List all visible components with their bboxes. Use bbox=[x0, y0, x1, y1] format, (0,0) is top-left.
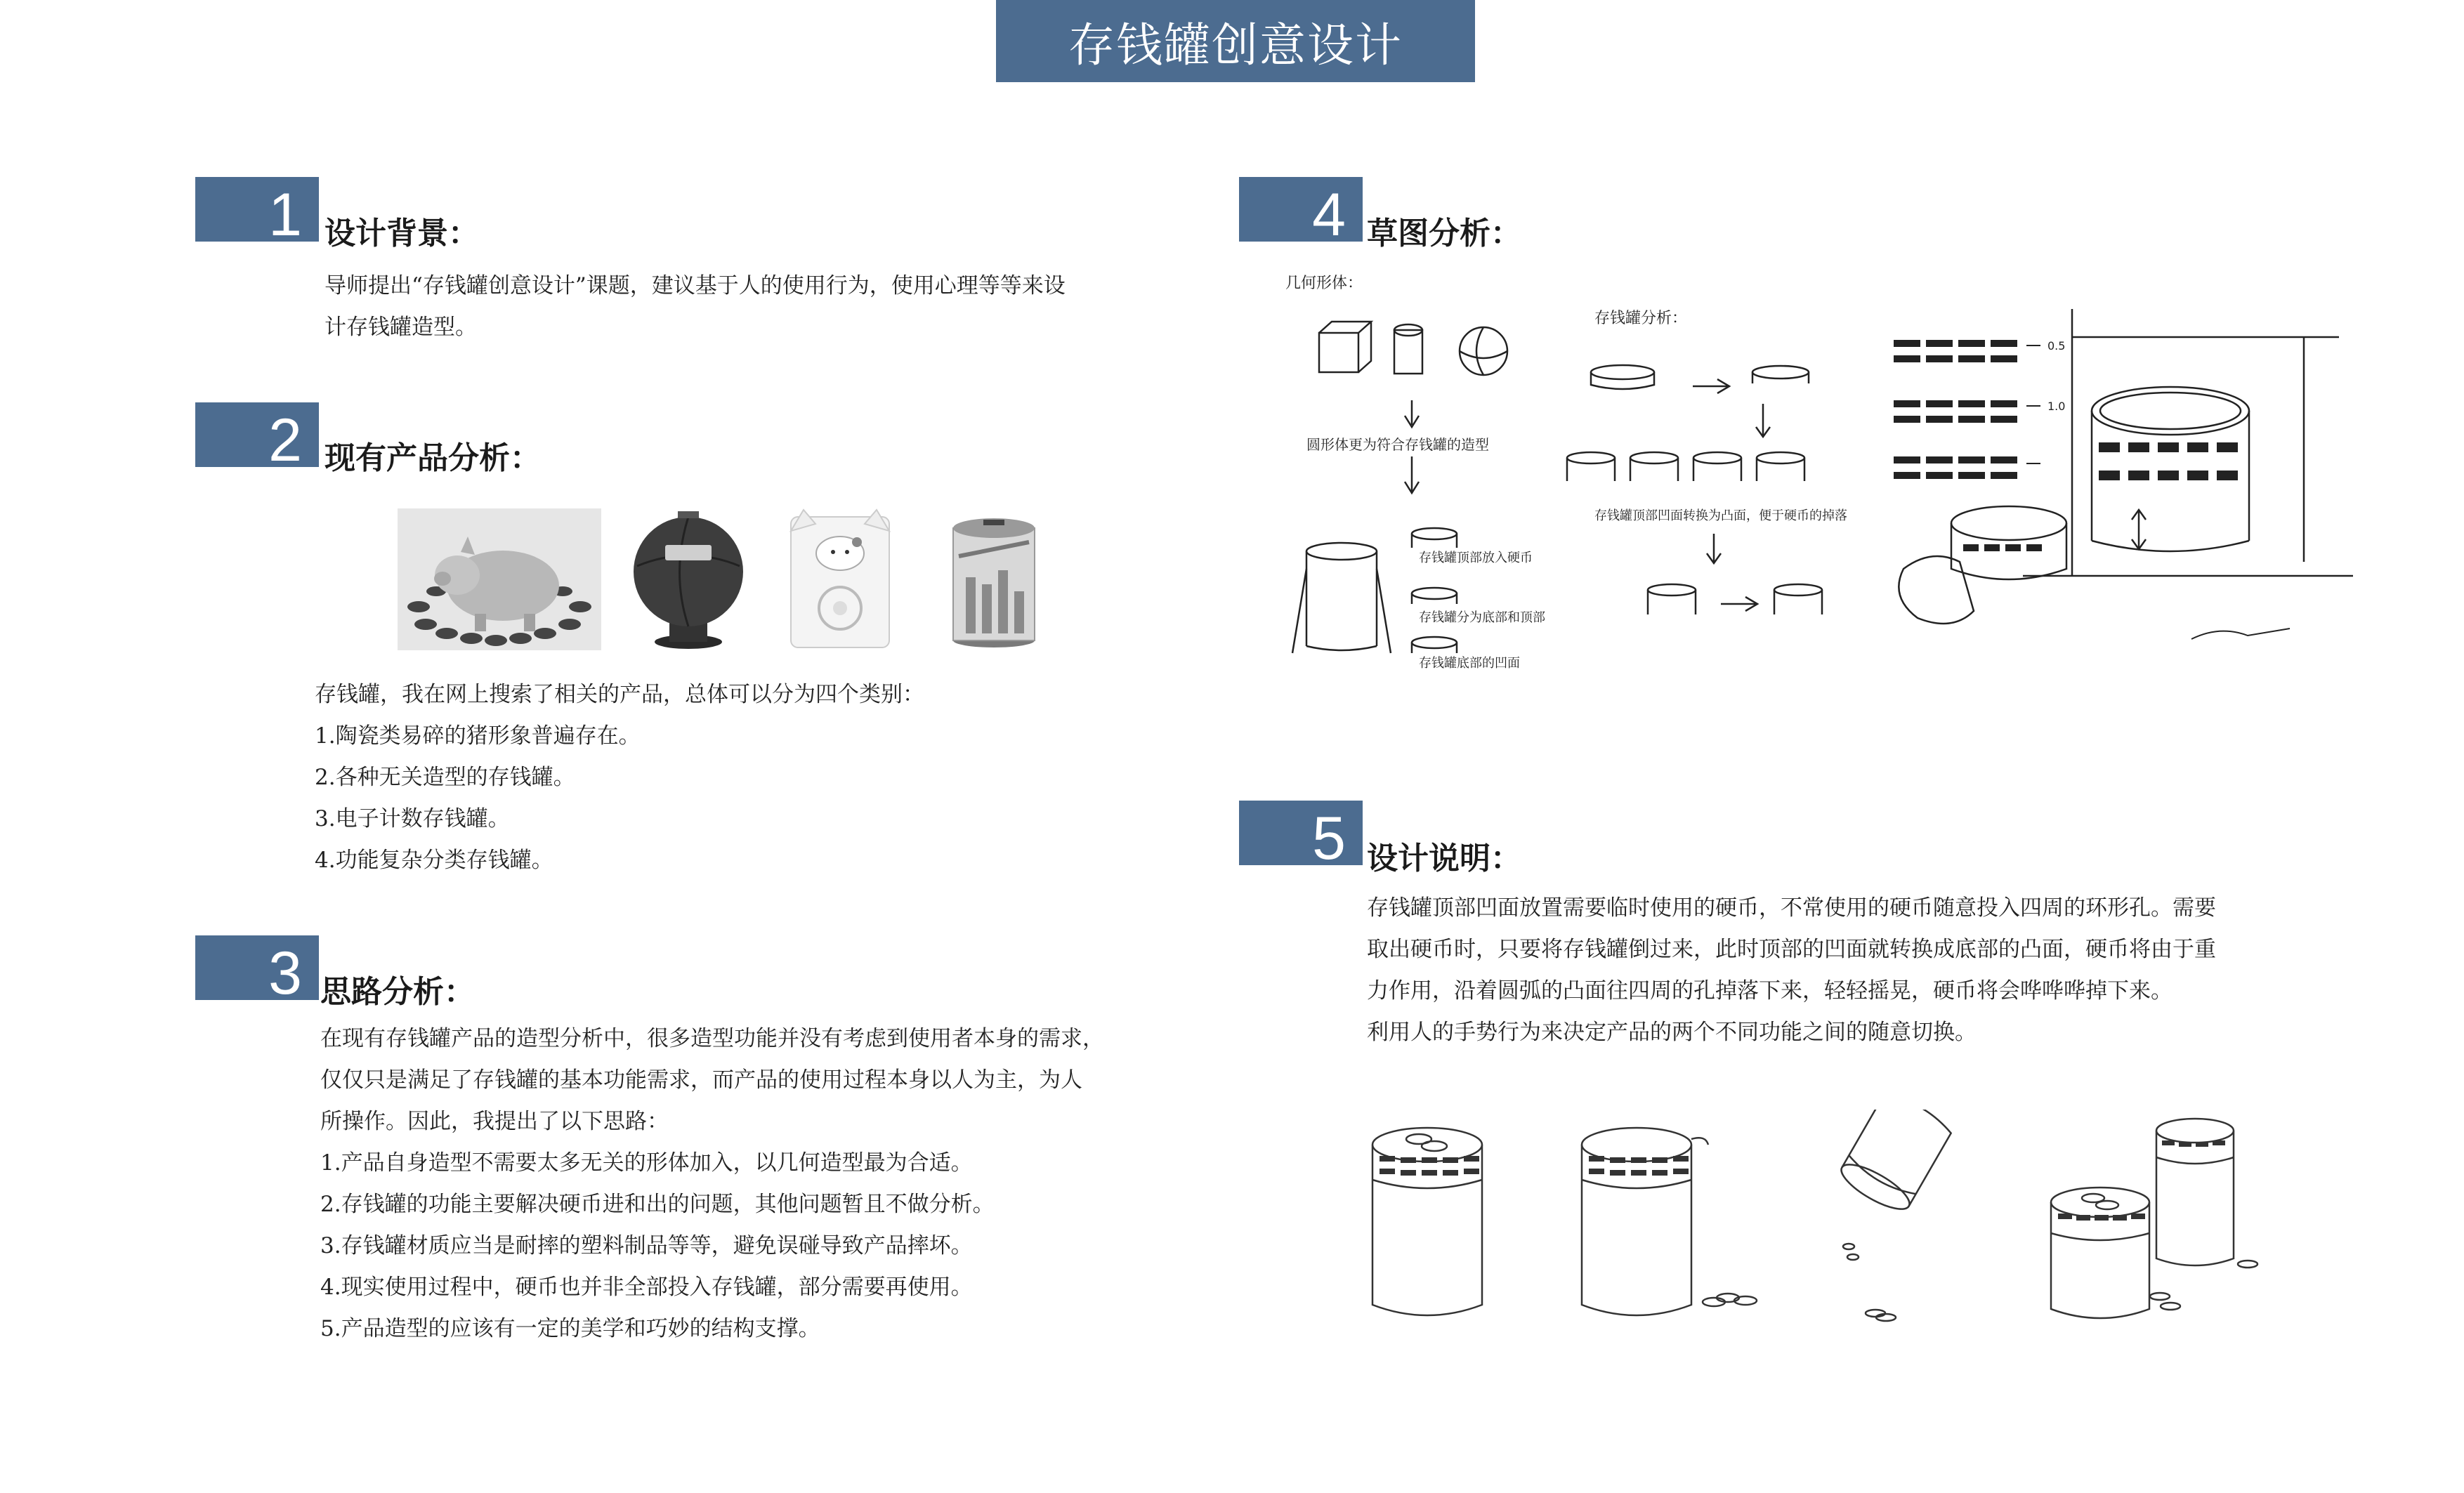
sorting-bank-photo bbox=[941, 500, 1047, 650]
text-line: 所操作。因此，我提出了以下思路： bbox=[320, 1109, 669, 1134]
section-2-text bbox=[315, 674, 924, 881]
piggy-bank-photo bbox=[398, 508, 601, 650]
section-title-existing-products: 现有产品分析： bbox=[325, 440, 541, 476]
text-line: 存钱罐，我在网上搜索了相关的产品，总体可以分为四个类别： bbox=[315, 682, 924, 707]
sketch-note: 存钱罐顶部凹面转换为凸面，便于硬币的掉落 bbox=[1594, 508, 1847, 523]
section-number-5: 5 bbox=[1239, 801, 1363, 865]
text-line: 利用人的手势行为来决定产品的两个不同功能之间的随意切换。 bbox=[1367, 1020, 1977, 1045]
section-1-text bbox=[325, 265, 1066, 348]
list-item: 2.各种无关造型的存钱罐。 bbox=[315, 765, 575, 790]
text-line: 存钱罐顶部凹面放置需要临时使用的硬币，不常使用的硬币随意投入四周的环形孔。需要 bbox=[1367, 895, 2216, 921]
text-line: 导师提出“存钱罐创意设计”课题，建议基于人的使用行为，使用心理等等来设 bbox=[325, 273, 1066, 298]
ball-bank-photo bbox=[629, 503, 748, 650]
sketch-note: 圆形体更为符合存钱罐的造型 bbox=[1306, 436, 1489, 453]
section-number-4: 4 bbox=[1239, 177, 1363, 242]
sketch-note: 几何形体： bbox=[1285, 275, 1363, 292]
electronic-bank-photo bbox=[784, 503, 896, 650]
sketch-note: 0.5 bbox=[2047, 339, 2066, 353]
list-item: 1.陶瓷类易碎的猪形象普遍存在。 bbox=[315, 723, 641, 749]
sketch-panel bbox=[1285, 267, 2367, 674]
section-number-1: 1 bbox=[195, 177, 319, 242]
section-5-text bbox=[1367, 888, 2216, 1053]
signature bbox=[2191, 629, 2290, 639]
text-line: 计存钱罐造型。 bbox=[325, 315, 477, 340]
page-title: 存钱罐创意设计 bbox=[996, 0, 1475, 82]
text-line: 力作用，沿着圆弧的凸面往四周的孔掉落下来，轻轻摇晃，硬币将会哗哗哗掉下来。 bbox=[1367, 978, 2173, 1004]
list-item: 4.功能复杂分类存钱罐。 bbox=[315, 848, 553, 873]
section-title-design-description: 设计说明： bbox=[1367, 841, 1521, 876]
sketch-note: 存钱罐底部的凹面 bbox=[1419, 656, 1520, 671]
list-item: 3.存钱罐材质应当是耐摔的塑料制品等等，避免误碰导致产品摔坏。 bbox=[320, 1233, 973, 1258]
list-item: 3.电子计数存钱罐。 bbox=[315, 806, 510, 831]
text-line: 取出硬币时，只要将存钱罐倒过来，此时顶部的凹面就转换成底部的凸面，硬币将由于重 bbox=[1367, 937, 2216, 962]
sketch-note: 1.0 bbox=[2047, 400, 2066, 413]
text-line: 在现有存钱罐产品的造型分析中，很多造型功能并没有考虑到使用者本身的需求， bbox=[320, 1026, 1104, 1051]
text-line: 仅仅只是满足了存钱罐的基本功能需求，而产品的使用过程本身以人为主，为人 bbox=[320, 1067, 1082, 1093]
list-item: 2.存钱罐的功能主要解决硬币进和出的问题，其他问题暂且不做分析。 bbox=[320, 1192, 995, 1217]
section-number-3: 3 bbox=[195, 935, 319, 1000]
sketch-note: 存钱罐分为底部和顶部 bbox=[1419, 610, 1545, 625]
section-number-2: 2 bbox=[195, 402, 319, 467]
list-item: 5.产品造型的应该有一定的美学和巧妙的结构支撑。 bbox=[320, 1316, 820, 1341]
product-drawings bbox=[1363, 1110, 2304, 1334]
section-title-approach: 思路分析： bbox=[320, 974, 475, 1010]
section-title-sketch-analysis: 草图分析： bbox=[1367, 216, 1521, 251]
sketch-note: 存钱罐顶部放入硬币 bbox=[1419, 551, 1533, 565]
section-title-background: 设计背景： bbox=[325, 216, 479, 251]
section-3-text bbox=[320, 1018, 1104, 1350]
sketch-note: 存钱罐分析： bbox=[1594, 310, 1688, 327]
list-item: 1.产品自身造型不需要太多无关的形体加入，以几何造型最为合适。 bbox=[320, 1150, 973, 1176]
list-item: 4.现实使用过程中，硬币也并非全部投入存钱罐，部分需要再使用。 bbox=[320, 1275, 973, 1300]
